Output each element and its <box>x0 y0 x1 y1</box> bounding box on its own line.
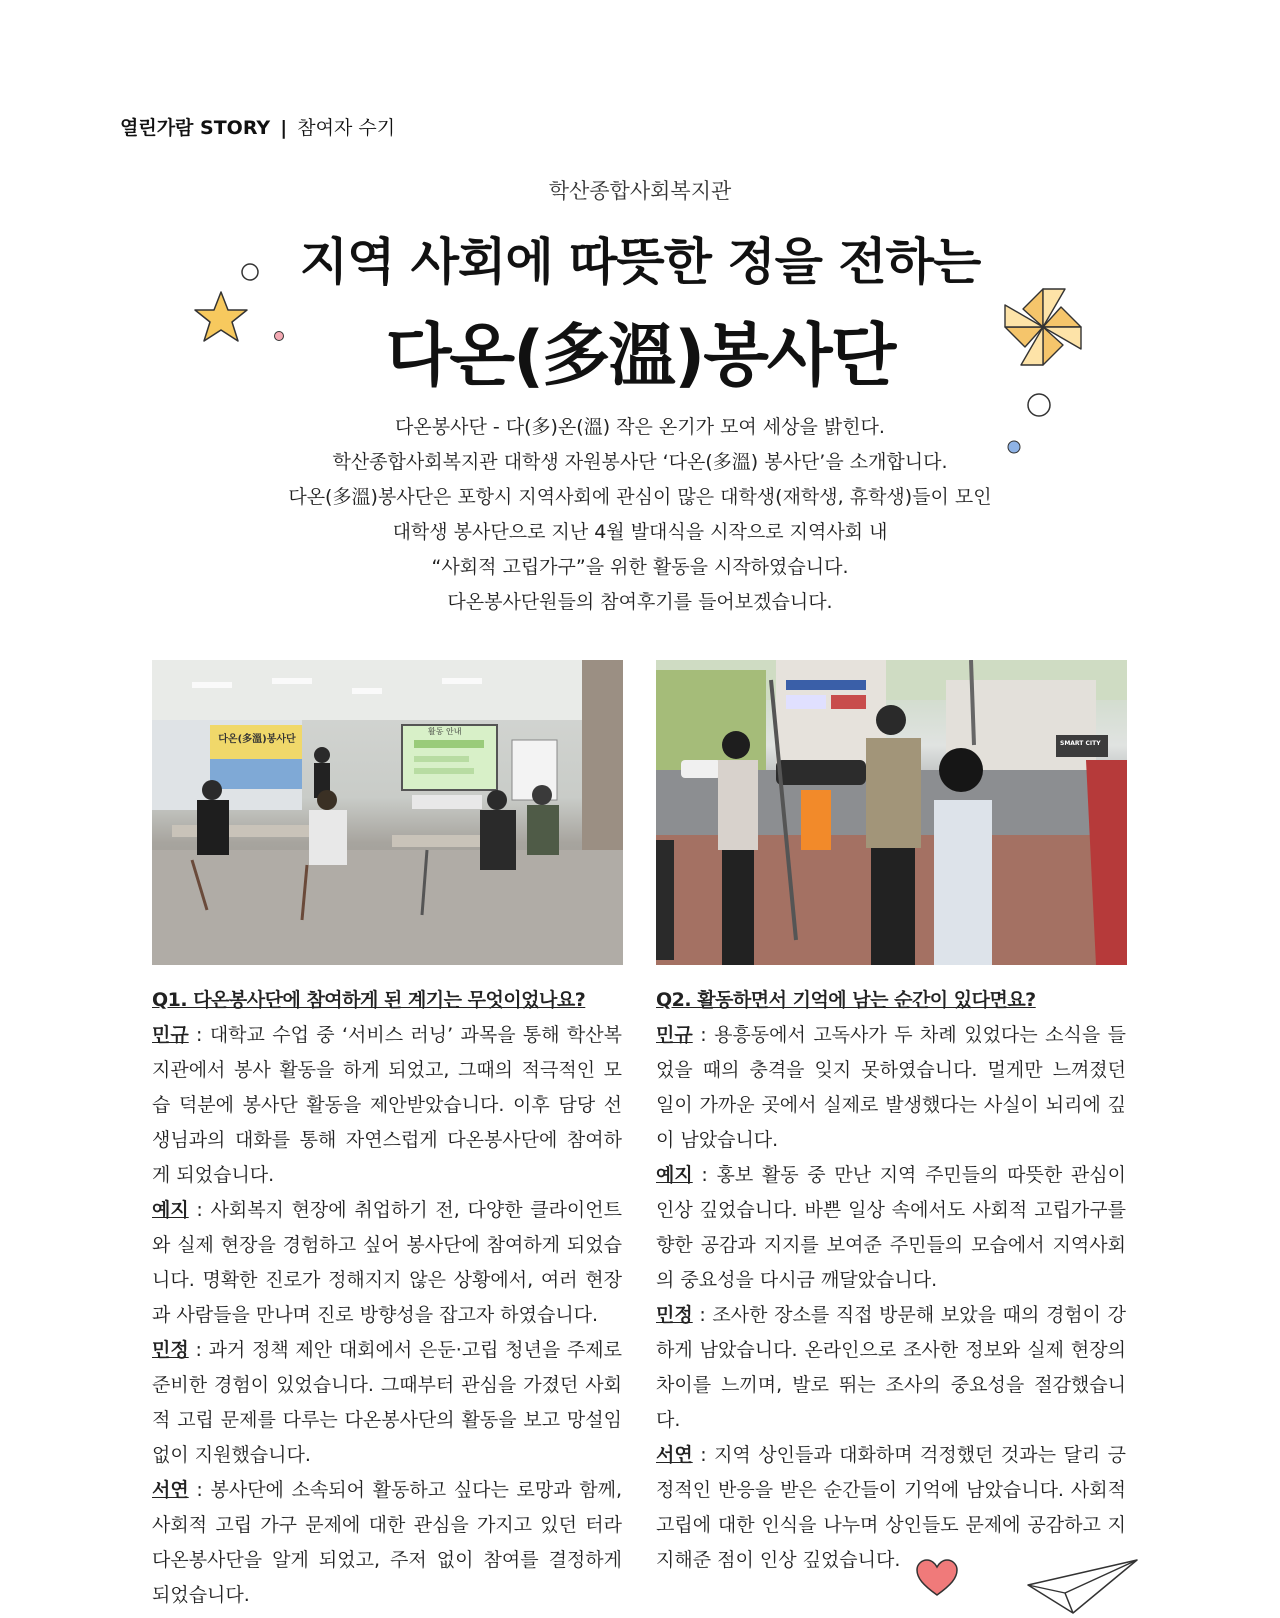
answer-separator: : <box>692 1304 713 1326</box>
page-title-line1: 지역 사회에 따뜻한 정을 전하는 <box>299 233 981 291</box>
answer-text: 봉사단에 소속되어 활동하고 싶다는 로망과 함께, 사회적 고립 가구 문제에 대한 관심을 가지고 있던 터라 다온봉사단을 알게 되었고, 주저 없이 참여를 결정하게 되었습니다. <box>152 1479 622 1606</box>
answer-text: 과거 정책 제안 대회에서 은둔·고립 청년을 주제로 준비한 경험이 있었습니다. 그때부터 관심을 가졌던 사회적 고립 문제를 다루는 다온봉사단의 활동을 보고 망설임 없이 지원했습니다. <box>152 1339 622 1466</box>
screen-text: 활동 안내 <box>428 727 462 736</box>
section-name: 참여자 수기 <box>297 117 396 139</box>
organization-name: 학산종합사회복지관 <box>548 179 732 203</box>
q2-answer <box>656 1298 1126 1438</box>
answer-separator: : <box>692 1164 717 1186</box>
banner-text: 다온(多溫)봉사단 <box>218 734 296 745</box>
intro-line: 다온(多溫)봉사단은 포항시 지역사회에 관심이 많은 대학생(재학생, 휴학생)들이 모인 <box>288 486 992 508</box>
intro-line: 다온봉사단원들의 참여후기를 들어보겠습니다. <box>447 591 833 613</box>
q2-answer <box>656 1018 1126 1158</box>
answer-separator: : <box>188 1024 210 1046</box>
outreach-photo <box>656 660 1127 965</box>
intro-line: 대학생 봉사단으로 지난 4월 발대식을 시작으로 지역사회 내 <box>392 521 888 543</box>
pinwheel-icon <box>1003 287 1083 367</box>
heart-icon <box>915 1558 959 1598</box>
intro-line: “사회적 고립가구”을 위한 활동을 시작하였습니다. <box>431 556 849 578</box>
q2-question: Q2. 활동하면서 기억에 남는 순간이 있다면요? <box>656 989 1036 1011</box>
q1-column <box>152 983 622 1613</box>
answer-text: 지역 상인들과 대화하며 걱정했던 것과는 달리 긍정적인 반응을 받은 순간들이 기억에 남았습니다. 사회적 고립에 대한 인식을 나누며 상인들도 문제에 공감하고 지지해준 점이 인상 깊었습니다. <box>656 1444 1126 1571</box>
participant-name: 예지 <box>656 1164 693 1186</box>
intro-paragraph <box>0 410 1280 620</box>
answer-separator: : <box>188 1339 209 1361</box>
participant-name: 서연 <box>656 1444 693 1466</box>
q1-question: Q1. 다온봉사단에 참여하게 된 계기는 무엇이었나요? <box>152 989 586 1011</box>
answer-text: 홍보 활동 중 만난 지역 주민들의 따뜻한 관심이 인상 깊었습니다. 바쁜 일상 속에서도 사회적 고립가구를 향한 공감과 지지를 보여준 주민들의 모습에서 지역사회의 중요성을 다시금 깨달았습니다. <box>656 1164 1126 1291</box>
q2-answer <box>656 1158 1126 1298</box>
q2-column <box>656 983 1126 1578</box>
answer-separator: : <box>692 1024 715 1046</box>
participant-name: 민규 <box>656 1024 693 1046</box>
participant-name: 민정 <box>656 1304 693 1326</box>
header-separator: | <box>280 117 288 139</box>
participant-name: 서연 <box>152 1479 189 1501</box>
page-title-line2: 다온(多溫)봉사단 <box>385 317 895 396</box>
participant-name: 예지 <box>152 1199 189 1221</box>
answer-separator: : <box>188 1479 211 1501</box>
q1-answer <box>152 1018 622 1193</box>
section-header <box>120 113 395 140</box>
answer-separator: : <box>692 1444 715 1466</box>
shop-sign-text: SMART CITY <box>1060 740 1101 747</box>
orientation-photo <box>152 660 623 965</box>
answer-text: 용흥동에서 고독사가 두 차례 있었다는 소식을 들었을 때의 충격을 잊지 못하였습니다. 멀게만 느껴졌던 일이 가까운 곳에서 실제로 발생했다는 사실이 뇌리에 깊이 남았습니다. <box>656 1024 1126 1151</box>
q1-answer <box>152 1333 622 1473</box>
circle-outline-icon <box>240 262 260 282</box>
star-icon <box>193 290 249 344</box>
participant-name: 민규 <box>152 1024 189 1046</box>
answer-text: 대학교 수업 중 ‘서비스 러닝’ 과목을 통해 학산복지관에서 봉사 활동을 하게 되었고, 그때의 적극적인 모습 덕분에 봉사단 활동을 제안받았습니다. 이후 담당 선생님과의 대화를 통해 자연스럽게 다온봉사단에 참여하게 되었습니다. <box>152 1024 622 1186</box>
intro-line: 학산종합사회복지관 대학생 자원봉사단 ‘다온(多溫) 봉사단’을 소개합니다. <box>332 451 948 473</box>
q1-answer <box>152 1473 622 1613</box>
q1-answer <box>152 1193 622 1333</box>
participant-name: 민정 <box>152 1339 189 1361</box>
answer-text: 사회복지 현장에 취업하기 전, 다양한 클라이언트와 실제 현장을 경험하고 싶어 봉사단에 참여하게 되었습니다. 명확한 진로가 정해지지 않은 상황에서, 여러 현장과 사람들을 만나며 진로 방향성을 잡고자 하였습니다. <box>152 1199 622 1326</box>
answer-text: 조사한 장소를 직접 방문해 보았을 때의 경험이 강하게 남았습니다. 온라인으로 조사한 정보와 실제 현장의 차이를 느끼며, 발로 뛰는 조사의 중요성을 절감했습니다. <box>656 1304 1127 1431</box>
magazine-brand: 열린가람 STORY <box>120 117 271 139</box>
paper-plane-icon <box>1025 1555 1140 1618</box>
answer-separator: : <box>188 1199 211 1221</box>
pink-dot-icon <box>273 330 285 342</box>
intro-line: 다온봉사단 - 다(多)온(溫) 작은 온기가 모여 세상을 밝힌다. <box>395 416 885 438</box>
